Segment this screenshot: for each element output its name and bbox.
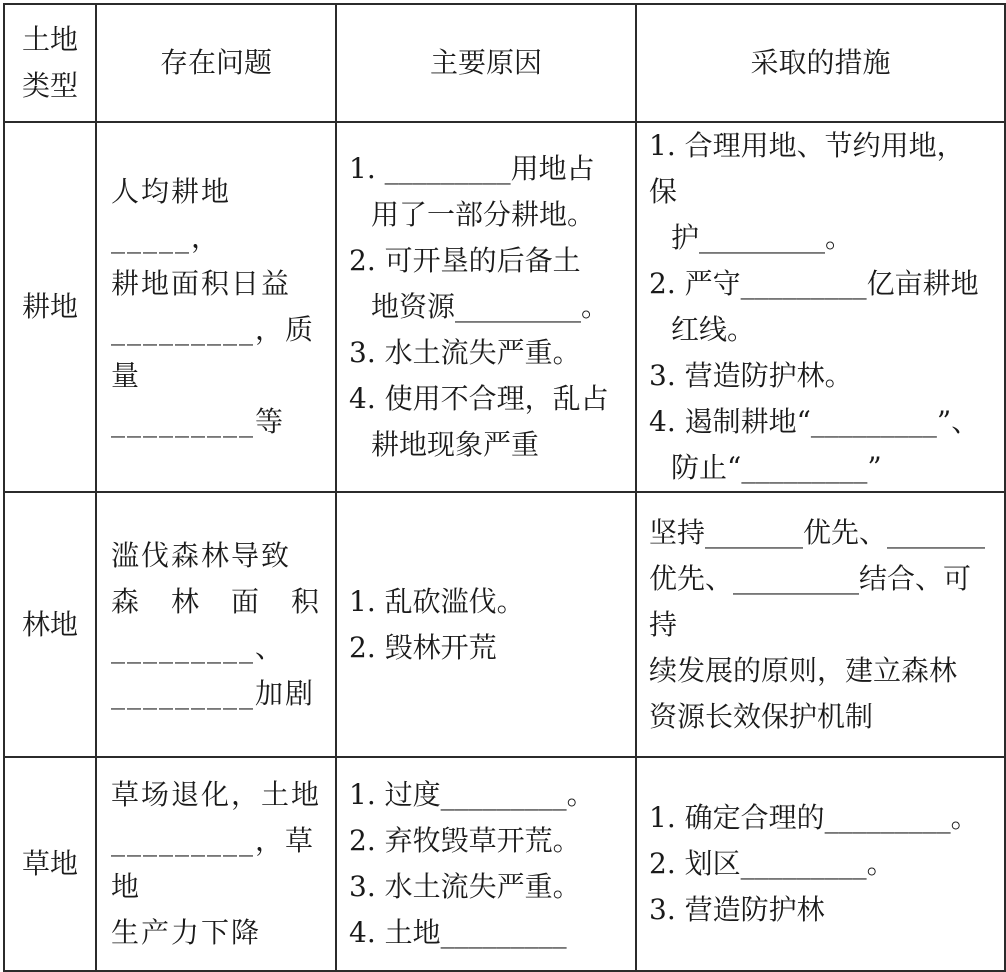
- measure-line: 1. 合理用地、节约用地，保: [649, 129, 965, 208]
- problem-cell: [96, 492, 336, 757]
- header-cause: 主要原因: [336, 4, 636, 122]
- header-land-type: [4, 4, 96, 122]
- cause-line: 1. _________用地占: [349, 152, 595, 185]
- cause-line: 2. 毁林开荒: [349, 630, 497, 664]
- problem-cell: [96, 122, 336, 492]
- cause-cell: [336, 757, 636, 971]
- problem-line: _________，质量: [111, 313, 316, 392]
- header-row: [4, 4, 1005, 122]
- problem-line: _________等: [111, 405, 286, 438]
- measure-line: 2. 严守_________亿亩耕地: [649, 267, 979, 300]
- problem-line: _________、: [111, 630, 286, 664]
- measure-line: 2. 划区_________。: [649, 847, 895, 880]
- cause-line: 耕地现象严重: [371, 428, 540, 461]
- measure-line: 3. 营造防护林。: [649, 359, 853, 392]
- problem-line: 滥伐森林导致: [111, 538, 292, 572]
- row-cultivated-land: [4, 122, 1005, 492]
- cause-line: 地资源_________。: [371, 290, 610, 323]
- cause-line: 4. 土地_________: [349, 916, 567, 949]
- cause-line: 4. 使用不合理，乱占: [349, 382, 609, 415]
- measure-cell: [636, 492, 1005, 757]
- land-type-cell: 草地: [4, 757, 96, 971]
- cause-line: 1. 过度_________。: [349, 778, 595, 811]
- problem-line: _________加剧: [111, 676, 316, 710]
- row-forest-land: [4, 492, 1005, 757]
- land-issues-table: [3, 3, 1006, 972]
- problem-line: 人均耕地_____，: [111, 175, 232, 254]
- measure-cell: [636, 757, 1005, 971]
- measure-line: 1. 确定合理的_________。: [649, 801, 979, 834]
- problem-line: 耕地面积日益: [111, 267, 292, 300]
- measure-line: 续发展的原则，建立森林: [649, 653, 958, 687]
- problem-cell: [96, 757, 336, 971]
- measure-line: 防止“_________”: [671, 451, 882, 484]
- header-land-type-line2: 类型: [21, 69, 78, 102]
- land-type-cell: 林地: [4, 492, 96, 757]
- problem-line: 草场退化，土地: [111, 778, 322, 811]
- measure-line: 优先、_________结合、可持: [649, 561, 972, 641]
- cause-line: 3. 水土流失严重。: [349, 336, 581, 369]
- measure-line: 护_________。: [671, 221, 854, 254]
- problem-line: 生产力下降: [111, 916, 262, 949]
- cause-cell: [336, 492, 636, 757]
- measure-line: 4. 遏制耕地“_________”、: [649, 405, 980, 438]
- header-land-type-line1: 土地: [21, 23, 78, 56]
- problem-line: 森 林 面 积: [111, 584, 322, 618]
- cause-cell: [336, 122, 636, 492]
- cause-line: 用了一部分耕地。: [371, 198, 596, 231]
- cause-line: 2. 可开垦的后备土: [349, 244, 581, 277]
- row-grassland: [4, 757, 1005, 971]
- measure-line: 资源长效保护机制: [649, 699, 874, 733]
- cause-line: 3. 水土流失严重。: [349, 870, 581, 903]
- cause-line: 1. 乱砍滥伐。: [349, 584, 525, 618]
- header-measure: 采取的措施: [636, 4, 1005, 122]
- measure-line: 3. 营造防护林: [649, 893, 825, 926]
- cause-line: 2. 弃牧毁草开荒。: [349, 824, 581, 857]
- land-type-cell: 耕地: [4, 122, 96, 492]
- header-problem: 存在问题: [96, 4, 336, 122]
- measure-line: 红线。: [671, 313, 756, 346]
- measure-cell: [636, 122, 1005, 492]
- problem-line: _________，草地: [111, 824, 316, 903]
- measure-line: 坚持_______优先、_______: [649, 515, 986, 549]
